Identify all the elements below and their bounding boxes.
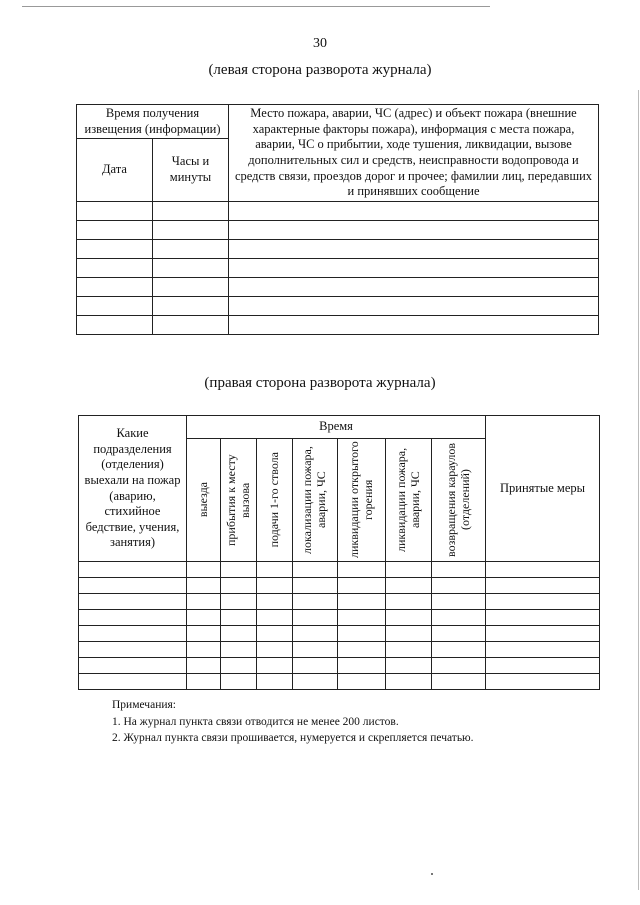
hours-minutes-header: Часы и минуты <box>153 139 229 202</box>
right-journal-table <box>78 415 600 690</box>
table-row <box>79 578 600 594</box>
right-side-caption: (правая сторона разворота журнала) <box>204 375 436 391</box>
table-row <box>79 674 600 690</box>
table-row <box>77 201 599 220</box>
incident-description-header: Место пожара, аварии, ЧС (адрес) и объект пожара (внешние характерные факторы пожара), информация с места пожара, аварии, ЧС о прибытии, ходе тушения, ликвидации, вызове дополнительных сил и средств, неисправности водопровода и средств связи, проездов дорог и прочее; фамилии лиц, передавших и принявших сообщение <box>229 105 599 202</box>
notes-block <box>112 697 474 747</box>
measures-taken-header: Принятые меры <box>486 416 600 562</box>
receipt-time-header: Время получения извещения (информации) <box>77 105 229 139</box>
page-number: 30 <box>313 36 327 51</box>
notes-title: Примечания: <box>112 699 176 711</box>
table-row <box>79 594 600 610</box>
table-row <box>77 239 599 258</box>
localization-time-header: локализации пожара, аварии, ЧС <box>293 439 338 562</box>
table-row <box>79 642 600 658</box>
table-row <box>77 258 599 277</box>
scan-speck <box>431 873 433 875</box>
table-row <box>79 562 600 578</box>
left-journal-table <box>76 104 599 335</box>
right-edge-line <box>638 90 639 890</box>
table-row <box>77 296 599 315</box>
note-item: 1. На журнал пункта связи отводится не менее 200 листов. <box>112 715 399 728</box>
first-hose-time-header: подачи 1-го ствола <box>257 439 293 562</box>
table-row <box>77 220 599 239</box>
note-item: 2. Журнал пункта связи прошивается, нумеруется и скрепляется печатью. <box>112 732 474 745</box>
departure-time-header: выезда <box>187 439 221 562</box>
table-row <box>79 626 600 642</box>
top-border-line <box>22 6 490 7</box>
arrival-time-header: прибытия к месту вызова <box>221 439 257 562</box>
return-time-header: возвращения караулов (отделений) <box>432 439 486 562</box>
time-group-header: Время <box>187 416 486 439</box>
open-burning-elimination-header: ликвидации открытого горения <box>338 439 386 562</box>
elimination-time-header: ликвидации пожара, аварии, ЧС <box>386 439 432 562</box>
table-row <box>77 315 599 334</box>
date-header: Дата <box>77 139 153 202</box>
table-row <box>79 658 600 674</box>
table-row <box>79 610 600 626</box>
left-side-caption: (левая сторона разворота журнала) <box>208 62 432 78</box>
table-row <box>77 277 599 296</box>
units-dispatched-header: Какие подразделения (отделения) выехали на пожар (аварию, стихийное бедствие, учения, занятия) <box>79 416 187 562</box>
